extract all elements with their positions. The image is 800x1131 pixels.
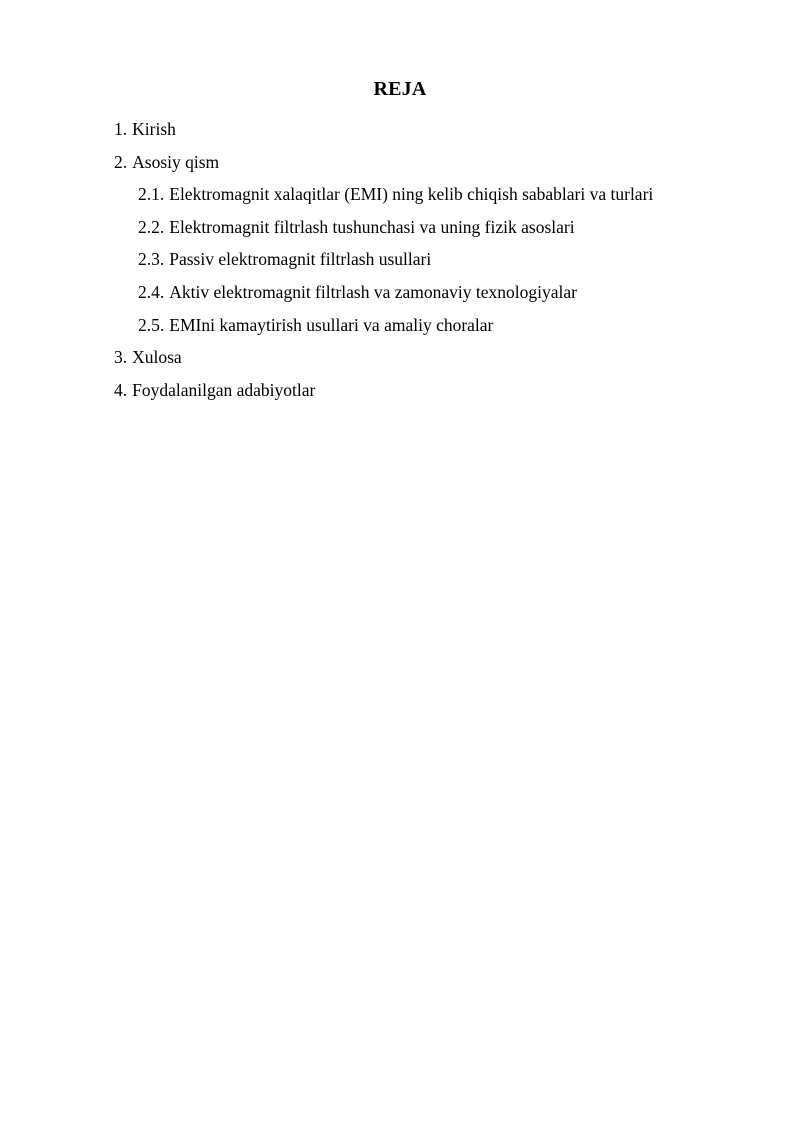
toc-item-text: EMIni kamaytirish usullari va amaliy choralar — [169, 314, 494, 335]
toc-item-text: Passiv elektromagnit filtrlash usullari — [169, 249, 432, 270]
toc-item-number: 2. — [114, 151, 128, 172]
toc-item-number: 2.2. — [138, 216, 165, 237]
toc-item-text: Elektromagnit filtrlash tushunchasi va uning fizik asoslari — [169, 216, 575, 237]
toc-item-kirish — [114, 113, 754, 146]
page-title: REJA — [373, 78, 427, 100]
toc-item-adabiyotlar — [114, 374, 754, 407]
toc-item-xulosa — [114, 341, 754, 374]
toc-subitem-2-4 — [114, 276, 754, 309]
toc-subitem-2-1 — [114, 178, 754, 211]
toc-item-number: 2.1. — [138, 184, 165, 205]
toc-item-text: Elektromagnit xalaqitlar (EMI) ning kelib chiqish sabablari va turlari — [169, 184, 654, 205]
toc-item-number: 2.3. — [138, 249, 165, 270]
toc-item-text: Kirish — [132, 119, 176, 139]
table-of-contents — [114, 113, 754, 406]
toc-item-text: Foydalanilgan adabiyotlar — [132, 379, 316, 400]
toc-item-number: 3. — [114, 347, 128, 368]
toc-item-number: 2.4. — [138, 281, 165, 302]
toc-item-text: Aktiv elektromagnit filtrlash va zamonaviy texnologiyalar — [169, 281, 577, 302]
toc-subitem-2-5 — [114, 309, 754, 342]
toc-item-number: 1. — [114, 119, 128, 139]
toc-subitem-2-2 — [114, 211, 754, 244]
toc-item-text: Xulosa — [132, 347, 182, 368]
toc-item-text: Asosiy qism — [132, 151, 220, 172]
toc-item-number: 4. — [114, 379, 128, 400]
toc-subitem-2-3 — [114, 243, 754, 276]
toc-item-number: 2.5. — [138, 314, 165, 335]
toc-item-asosiy-qism — [114, 146, 754, 179]
